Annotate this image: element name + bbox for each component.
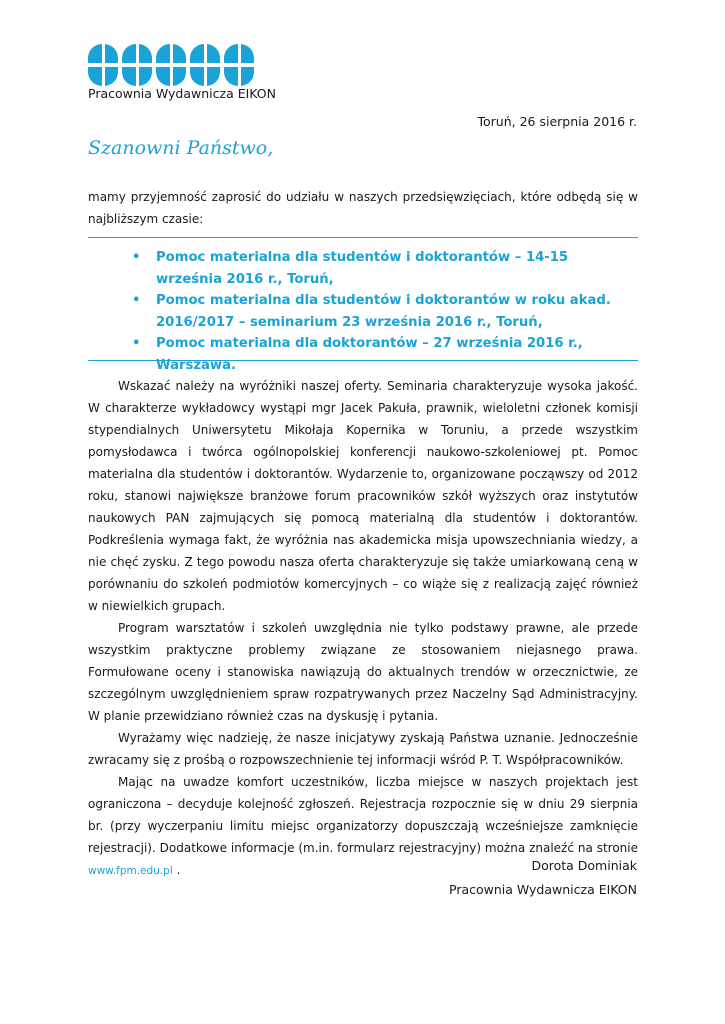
letter-date: Toruń, 26 sierpnia 2016 r. — [477, 114, 637, 129]
top-divider — [88, 237, 638, 238]
event-list — [118, 247, 638, 376]
website-link[interactable]: www.fpm.edu.pl — [88, 865, 173, 877]
paragraph: Wyrażamy więc nadzieję, że nasze inicjatywy zyskają Państwa uznanie. Jednocześnie zwracamy się z prośbą o rozpowszechnienie tej informacji wśród P. T. Współpracowników. — [88, 731, 638, 767]
eikon-logo — [88, 44, 256, 86]
paragraph: Program warsztatów i szkoleń uwzględnia nie tylko podstawy prawne, ale przede wszystkim praktyczne problemy związane ze stosowaniem niejasnego prawa. Formułowane oceny i stanowiska nawiązują do aktualnych trendów w orzecznictwie, ze szczególnym uwzględnieniem spraw rozpatrywanych przez Naczelny Sąd Administracyjny. W planie przewidziano również czas na dyskusję i pytania. — [88, 621, 638, 723]
letter-body — [88, 375, 638, 882]
signature-name: Dorota Dominiak — [531, 858, 637, 873]
bottom-divider — [88, 360, 638, 361]
list-item: • Pomoc materialna dla doktorantów – 27 września 2016 r., Warszawa. — [118, 333, 638, 376]
paragraph: Wskazać należy na wyróżniki naszej oferty. Seminaria charakteryzuje wysoka jakość. W charakterze wykładowcy wystąpi mgr Jacek Pakuła, prawnik, wieloletni członek komisji stypendialnych Uniwersytetu Mikołaja Kopernika w Toruniu, a przede wszystkim pomysłodawca i twórca ogólnopolskiej konferencji naukowo-szkoleniowej pt. Pomoc materialna dla studentów i doktorantów. Wydarzenie to, organizowane począwszy od 2012 roku, stanowi największe branżowe forum pracowników szkół wyższych oraz instytutów naukowych PAN zajmujących się pomocą materialną dla studentów i doktorantów. Podkreślenia wymaga fakt, że wyróżnia nas akademicka misja upowszechniania wiedzy, a nie chęć zysku. Z tego powodu nasza oferta charakteryzuje się także umiarkowaną ceną w porównaniu do szkoleń podmiotów komercyjnych – co wiąże się z realizacją zajęć również w niewielkich grupach. — [88, 379, 638, 613]
intro-text: mamy przyjemność zaprosić do udziału w naszych przedsięwzięciach, które odbędą się w najbliższym czasie: — [88, 190, 638, 226]
signature-organization: Pracownia Wydawnicza EIKON — [449, 882, 637, 897]
list-item: • Pomoc materialna dla studentów i doktorantów w roku akad. 2016/2017 – seminarium 23 września 2016 r., Toruń, — [118, 290, 638, 333]
organization-name: Pracownia Wydawnicza EIKON — [88, 86, 276, 101]
bullet-icon: • — [132, 336, 141, 351]
list-item: • Pomoc materialna dla studentów i doktorantów – 14-15 września 2016 r., Toruń, — [118, 247, 638, 290]
salutation: Szanowni Państwo, — [88, 137, 274, 159]
bullet-icon: • — [132, 250, 141, 265]
bullet-icon: • — [132, 293, 141, 308]
paragraph: Mając na uwadze komfort uczestników, liczba miejsce w naszych projektach jest ograniczona – decyduje kolejność zgłoszeń. Rejestracja rozpocznie się w dniu 29 sierpnia br. (przy wyczerpaniu limitu miejsc organizatorzy dopuszczają wcześniejsze zamknięcie rejestracji). Dodatkowe informacje (m.in. formularz rejestracyjny) można znaleźć na stronie www.fpm.edu.pl . — [88, 775, 638, 877]
